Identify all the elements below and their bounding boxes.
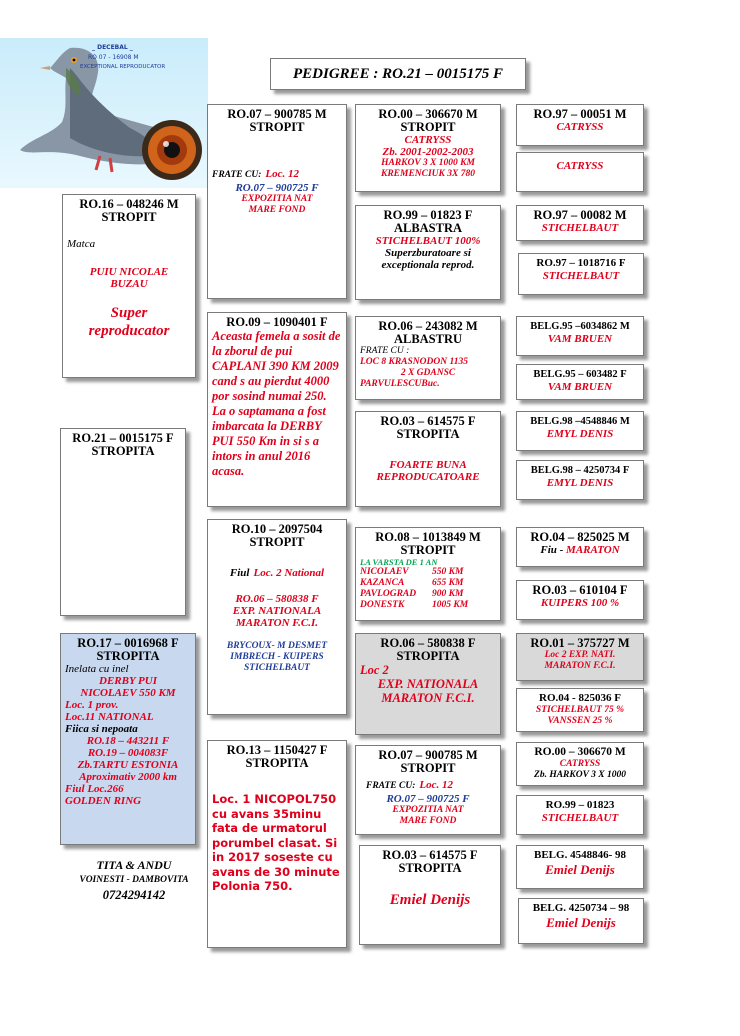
g3-c-card xyxy=(355,316,501,400)
g4-card-5 xyxy=(516,364,644,400)
line: STICHELBAUT 75 % xyxy=(535,705,625,715)
ring-number: RO.09 – 1090401 F xyxy=(226,315,328,329)
ring-number: RO.21 – 0015175 F xyxy=(72,431,174,445)
g4-card-10 xyxy=(516,633,644,681)
color: STROPIT xyxy=(249,535,305,549)
ring-number: RO.13 – 1150427 F xyxy=(226,743,328,757)
line: Emiel Denijs xyxy=(546,915,616,930)
line: STICHELBAUT 100% xyxy=(375,235,481,247)
line2: VANSSEN 25 % xyxy=(547,716,613,726)
desc-line1: Super xyxy=(110,305,148,321)
line: Emiel Denijs xyxy=(545,862,615,877)
owner-info xyxy=(64,858,204,903)
race-distance: 550 KM xyxy=(432,567,464,577)
desc-line1: Superzburatoare si xyxy=(385,247,471,259)
line: CATRYSS xyxy=(559,759,601,769)
note-line2: MARE FOND xyxy=(248,205,306,215)
logo-line2: RO 07 - 16908 M xyxy=(88,54,139,61)
line: MARATON xyxy=(566,544,620,556)
g3-e-card xyxy=(355,527,501,621)
g4-card-11 xyxy=(516,688,644,732)
breeders-line3: STICHELBAUT xyxy=(244,663,310,673)
dam-line-11: GOLDEN RING xyxy=(65,795,142,807)
g3-b-card xyxy=(355,205,501,300)
color: STROPIT xyxy=(400,761,456,775)
g4-card-14 xyxy=(516,845,644,889)
dam-line-7: RO.19 – 004083F xyxy=(87,747,169,759)
brother-ring: RO.07 – 900725 F xyxy=(235,182,319,194)
line: CATRYSS xyxy=(556,160,604,172)
note-line1: EXPOZITIA NAT xyxy=(241,194,313,204)
g2-b-card xyxy=(207,312,347,507)
ref-ring: RO.06 – 580838 F xyxy=(235,593,319,605)
g2-a-card xyxy=(207,104,347,299)
dam-line-6: RO.18 – 443211 F xyxy=(86,735,170,747)
ring-number: RO.16 – 048246 M xyxy=(79,197,179,211)
color: STROPITA xyxy=(245,756,309,770)
frate-label: FRATE CU: xyxy=(366,781,416,791)
color: STROPITA xyxy=(96,649,160,663)
g4-card-15 xyxy=(518,898,644,944)
line: VAM BRUEN xyxy=(547,381,613,393)
frate-loc: Loc. 12 xyxy=(419,779,453,791)
color: STROPIT xyxy=(400,543,456,557)
ring-number: RO.04 - 825036 F xyxy=(539,692,621,704)
ring-number: RO.03 – 614575 F xyxy=(380,414,476,428)
loc: Loc 2 xyxy=(360,663,389,677)
dam-line-0: Inelata cu inel xyxy=(65,663,129,675)
race-line2: 2 X GDANSC xyxy=(400,368,456,378)
g4-card-12 xyxy=(516,742,644,786)
g4-card-2 xyxy=(516,205,644,241)
ring-number: RO.04 – 825025 M xyxy=(530,530,630,544)
race-distance: 655 KM xyxy=(432,578,464,588)
ring-number: RO.17 – 0016968 F xyxy=(77,636,179,650)
g4-card-3 xyxy=(518,253,644,295)
ring-number: BELG. 4250734 – 98 xyxy=(532,902,630,914)
race-name: KAZANCA xyxy=(360,578,405,588)
dam-line-1: DERBY PUI xyxy=(99,675,157,687)
owner-name: TITA & ANDU xyxy=(96,858,172,872)
ring-number: RO.03 – 610104 F xyxy=(532,583,628,597)
dam-line-9: Aproximativ 2000 km xyxy=(79,771,177,783)
desc-line1: FOARTE BUNA xyxy=(389,459,467,471)
breeders-line1: BRYCOUX- M DESMET xyxy=(226,641,328,651)
race-row xyxy=(360,589,496,600)
color: ALBASTRU xyxy=(393,332,463,346)
desc-line2: REPRODUCATOARE xyxy=(376,471,480,483)
dam-line-5: Fiica si nepoata xyxy=(65,723,138,735)
sire-sire-card xyxy=(62,194,196,378)
ring-number: RO.97 – 1018716 F xyxy=(536,257,626,269)
ring-number: BELG. 4548846- 98 xyxy=(534,849,626,861)
ring-number: RO.10 – 2097504 xyxy=(231,522,323,536)
exp-line2: MARATON F.C.I. xyxy=(235,617,319,629)
ring-number: RO.07 – 900785 M xyxy=(378,748,478,762)
zb: Zb. 2001-2002-2003 xyxy=(382,146,474,158)
race-line1: HARKOV 3 X 1000 KM xyxy=(381,158,475,168)
g2-d-card xyxy=(207,740,347,948)
dam-line-8: Zb.TARTU ESTONIA xyxy=(77,759,179,771)
color: STROPITA xyxy=(91,444,155,458)
dam-line-2: NICOLAEV 550 KM xyxy=(80,687,176,699)
exp-line2: MARATON F.C.I. xyxy=(381,691,475,705)
line: EMYL DENIS xyxy=(546,477,614,489)
color: STROPITA xyxy=(398,861,462,875)
race-distance: 1005 KM xyxy=(432,600,469,610)
ring-number: RO.97 – 00082 M xyxy=(533,208,627,222)
race-row xyxy=(360,578,496,589)
line: VAM BRUEN xyxy=(547,333,613,345)
line: STICHELBAUT xyxy=(541,812,619,824)
breeder-line1: PUIU NICOLAE xyxy=(89,266,169,278)
ring-number: RO.01 – 375727 M xyxy=(530,636,630,650)
g2-c-card xyxy=(207,519,347,715)
logo-image xyxy=(0,38,208,188)
logo-line1: _ DECEBAL _ xyxy=(92,44,133,51)
g3-a-card xyxy=(355,104,501,192)
color: STROPIT xyxy=(101,210,157,224)
ring-number: RO.99 – 01823 xyxy=(545,799,615,811)
line2: Zb. HARKOV 3 X 1000 xyxy=(534,770,626,780)
color: ALBASTRA xyxy=(393,221,463,235)
race-line2: KREMENCIUK 3X 780 xyxy=(381,169,475,179)
note-line1: EXPOZITIA NAT xyxy=(392,805,464,815)
ring-number: BELG.95 –6034862 M xyxy=(530,321,630,332)
label: Matca xyxy=(67,238,96,250)
ring-number: BELG.95 – 603482 F xyxy=(533,369,627,380)
g4-card-1 xyxy=(516,152,644,192)
color: STROPIT xyxy=(400,120,456,134)
ring-number: BELG.98 –4548846 M xyxy=(530,416,630,427)
race-name: NICOLAEV xyxy=(360,567,409,577)
color: STROPITA xyxy=(396,427,460,441)
g4-card-0 xyxy=(516,104,644,146)
g4-card-7 xyxy=(516,460,644,500)
color: STROPITA xyxy=(396,649,460,663)
g3-f-card xyxy=(355,633,501,735)
ring-number: RO.03 – 614575 F xyxy=(382,848,478,862)
dam-line-3: Loc. 1 prov. xyxy=(65,699,119,711)
line: EMYL DENIS xyxy=(546,428,614,440)
g3-d-card xyxy=(355,411,501,507)
ring-number: RO.06 – 580838 F xyxy=(380,636,476,650)
ring-number: RO.06 – 243082 M xyxy=(378,319,478,333)
g4-card-13 xyxy=(516,795,644,835)
prefix: Fiu - xyxy=(540,544,564,556)
race-line3: PARVULESCUBuc. xyxy=(360,379,440,389)
line: CATRYSS xyxy=(556,121,604,133)
frate-label: FRATE CU : xyxy=(360,346,410,356)
line2: MARATON F.C.I. xyxy=(544,661,616,671)
fiul-label: Fiul xyxy=(229,567,250,579)
dam-line-4: Loc.11 NATIONAL xyxy=(65,711,154,723)
line: STICHELBAUT xyxy=(541,222,619,234)
ring-number: BELG.98 – 4250734 F xyxy=(530,465,630,476)
dam-line-10: Fiul Loc.266 xyxy=(65,783,124,795)
frate-loc: Loc. 12 xyxy=(265,168,299,180)
line: STICHELBAUT xyxy=(542,270,620,282)
owner-place: VOINESTI - DAMBOVITA xyxy=(79,875,189,885)
race-name: PAVLOGRAD xyxy=(360,589,417,599)
ring-number: RO.97 – 00051 M xyxy=(533,107,627,121)
breeders-line2: IMBRECH - KUIPERS xyxy=(230,652,324,662)
g3-h-card xyxy=(359,845,501,945)
dam-card xyxy=(60,633,196,845)
pedigree-title: PEDIGREE : RO.21 – 0015175 F xyxy=(270,58,526,90)
breeder-line2: BUZAU xyxy=(110,278,148,290)
subject-card xyxy=(60,428,186,616)
g4-card-8 xyxy=(516,527,644,567)
g4-card-4 xyxy=(516,316,644,356)
ring-number: RO.99 – 01823 F xyxy=(383,208,473,222)
ring-number: RO.00 – 306670 M xyxy=(378,107,478,121)
ring-number: RO.00 – 306670 M xyxy=(534,746,626,758)
line: CATRYSS xyxy=(404,134,452,146)
desc-line2: exceptionala reprod. xyxy=(381,259,475,271)
exp-line1: EXP. NATIONALA xyxy=(377,677,479,691)
race-distance: 900 KM xyxy=(432,589,464,599)
race-name: DONESTK xyxy=(360,600,405,610)
line: KUIPERS 100 % xyxy=(540,597,620,609)
race-line1: LOC 8 KRASNODON 1135 xyxy=(360,357,468,367)
owner-phone: 0724294142 xyxy=(102,888,166,902)
exp-line1: EXP. NATIONALA xyxy=(232,605,322,617)
story: Aceasta femela a sosit de la zborul de pui CAPLANI 390 KM 2009 cand s au pierdut 4000 por sosind numai 250. La o saptamana a fost imbarcata la DERBY PUI 550 Km in si s a intors in anul 2016 acasa. xyxy=(212,329,341,478)
frate-label: FRATE CU: xyxy=(212,170,262,180)
ring-number: RO.07 – 900785 M xyxy=(227,107,327,121)
age-note: LA VARSTA DE 1 AN xyxy=(360,557,438,567)
ring-number: RO.08 – 1013849 M xyxy=(375,530,481,544)
g4-card-9 xyxy=(516,580,644,620)
race-row xyxy=(360,600,496,611)
breeder-name: Emiel Denijs xyxy=(389,892,471,908)
brother-ring: RO.07 – 900725 F xyxy=(386,793,470,805)
logo-line3: EXCEPTIONAL REPRODUCATOR xyxy=(80,64,166,70)
g4-card-6 xyxy=(516,411,644,451)
line: Loc 2 EXP. NATI. xyxy=(544,650,616,660)
loc: Loc. 2 National xyxy=(253,567,325,579)
race-row xyxy=(360,567,496,578)
desc-line2: reproducator xyxy=(88,323,170,339)
color: STROPIT xyxy=(249,120,305,134)
story: Loc. 1 NICOPOL750 cu avans 35minu fata de urmatorul porumbel clasat. Si in 2017 soseste cu avans de 30 minute Polonia 750. xyxy=(212,792,340,893)
note-line2: MARE FOND xyxy=(399,816,457,826)
g3-g-card xyxy=(355,745,501,835)
